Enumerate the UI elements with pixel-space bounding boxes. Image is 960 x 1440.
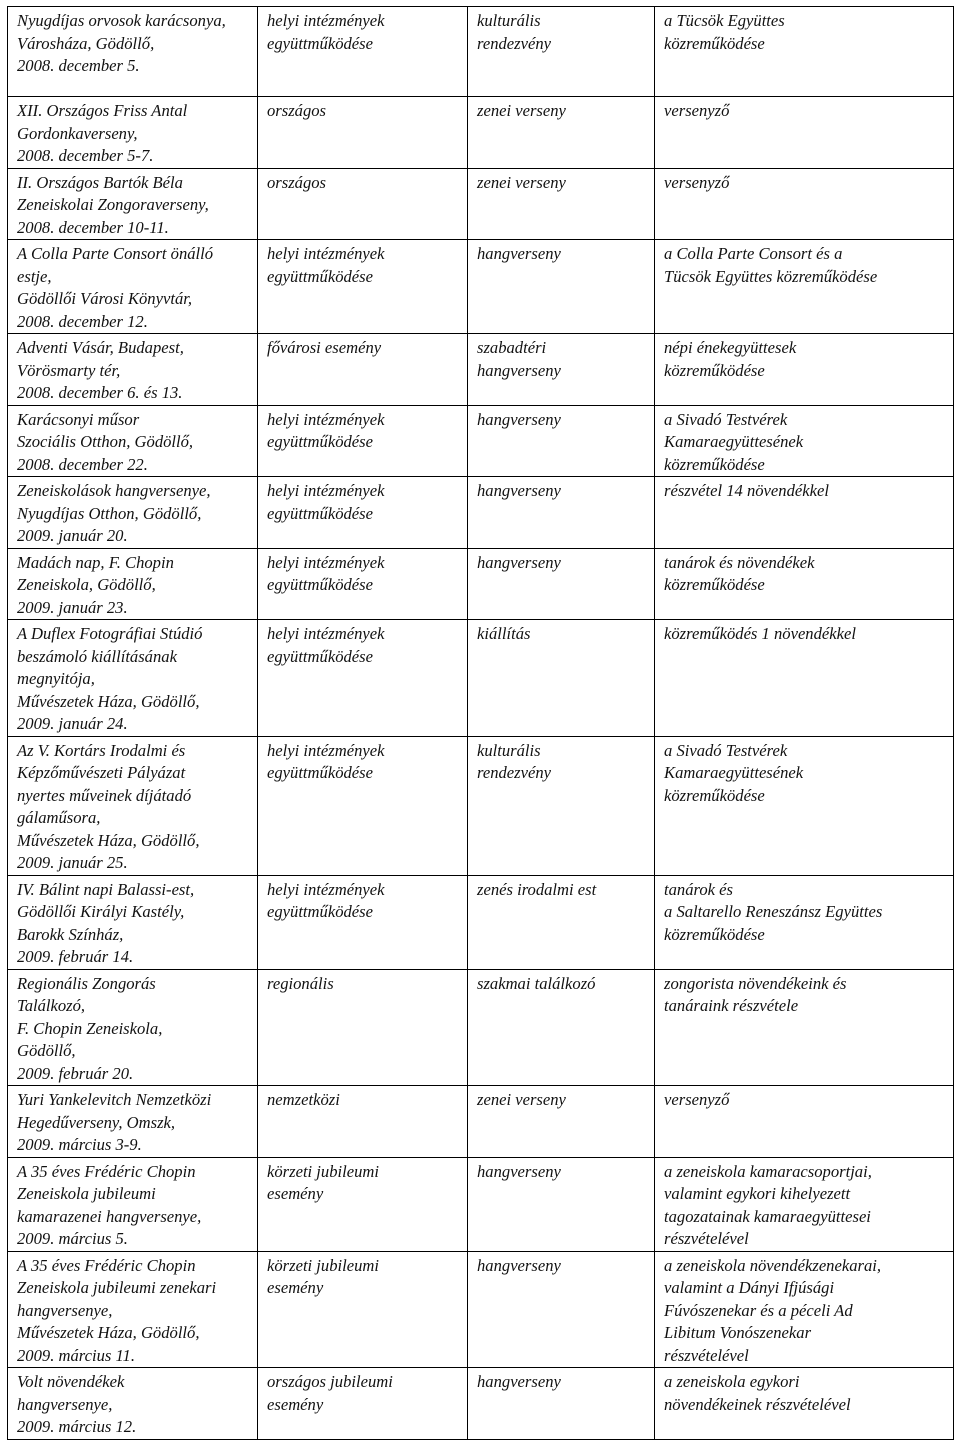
cell-text-line: esemény <box>267 1278 324 1297</box>
event-cell <box>8 875 258 969</box>
event-kind-cell <box>468 97 655 169</box>
participation-cell <box>655 7 954 97</box>
cell-text-line: részvételével <box>664 1345 749 1365</box>
cell-text-line: kulturális <box>477 11 541 30</box>
table-row <box>8 736 954 875</box>
cell-text-line: valamint a Dányi Ifjúsági <box>664 1278 835 1297</box>
cell-text-line: hangverseny <box>477 409 561 429</box>
cell-text-line: helyi intézmények <box>267 481 385 500</box>
cell-text-line: a Sivadó Testvérek <box>664 740 788 760</box>
cell-text-line: közreműködése <box>664 360 765 380</box>
event-scope-cell <box>258 97 468 169</box>
table-row <box>8 1157 954 1251</box>
cell-text-line: zenei verseny <box>477 101 566 120</box>
cell-text-line: Zeneiskolások hangversenye, <box>17 481 211 500</box>
cell-text-line: Madách nap, F. Chopin <box>17 552 174 572</box>
cell-text-line: hangverseny <box>477 481 561 500</box>
cell-text-line: zenei verseny <box>477 172 566 192</box>
event-scope-cell <box>258 969 468 1086</box>
cell-text-line: 2009. március 12. <box>17 1417 137 1436</box>
cell-text-line: a Saltarello Reneszánsz Együttes <box>664 902 883 921</box>
cell-text-line: 2009. január 25. <box>17 853 128 872</box>
cell-text-line: részvétel 14 növendékkel <box>664 481 829 500</box>
event-scope-cell <box>258 1086 468 1158</box>
cell-text-line: a zeneiskola növendékzenekarai, <box>664 1255 882 1275</box>
cell-text-line: Nyugdíjas orvosok karácsonya, <box>17 11 226 30</box>
cell-text-line: nyertes műveinek díjátadó <box>17 785 192 805</box>
cell-text-line: országos <box>267 101 327 120</box>
cell-text-line: A Duflex Fotográfiai Stúdió <box>17 624 203 643</box>
event-kind-cell <box>468 1157 655 1251</box>
event-scope-cell <box>258 736 468 875</box>
participation-cell <box>655 1157 954 1251</box>
event-scope-cell <box>258 620 468 737</box>
cell-text-line: A Colla Parte Consort önálló <box>17 244 214 263</box>
event-scope-cell <box>258 477 468 549</box>
cell-text-line: közreműködése <box>664 33 765 53</box>
cell-text-line: együttműködése <box>267 575 373 594</box>
cell-text-line: közreműködése <box>664 575 765 594</box>
event-kind-cell <box>468 1251 655 1368</box>
event-cell <box>8 1157 258 1251</box>
cell-text-line: részvételével <box>664 1229 749 1248</box>
cell-text-line: Kamaraegyüttesének <box>664 763 804 782</box>
cell-text-line: helyi intézmények <box>267 740 385 760</box>
cell-text-line: Vörösmarty tér, <box>17 360 121 380</box>
cell-text-line: 2009. március 5. <box>17 1229 128 1248</box>
participation-cell <box>655 168 954 240</box>
cell-text-line: Adventi Vásár, Budapest, <box>17 338 184 357</box>
cell-text-line: Nyugdíjas Otthon, Gödöllő, <box>17 503 202 523</box>
event-cell <box>8 1251 258 1368</box>
cell-text-line: Libitum Vonószenekar <box>664 1323 812 1342</box>
event-kind-cell <box>468 1368 655 1440</box>
cell-text-line: beszámoló kiállításának <box>17 646 177 666</box>
cell-text-line: országos <box>267 172 327 192</box>
cell-text-line: a zeneiskola kamaracsoportjai, <box>664 1161 872 1181</box>
cell-text-line: kulturális <box>477 740 541 760</box>
table-row <box>8 1086 954 1158</box>
cell-text-line: a Sivadó Testvérek <box>664 409 788 429</box>
cell-text-line: regionális <box>267 973 334 993</box>
cell-text-line: 2008. december 6. és 13. <box>17 383 183 402</box>
cell-text-line: rendezvény <box>477 33 552 53</box>
cell-text-line: Gödöllői Városi Könyvtár, <box>17 289 193 308</box>
cell-text-line: Regionális Zongorás <box>17 973 156 993</box>
table-row <box>8 168 954 240</box>
event-cell <box>8 548 258 620</box>
cell-text-line: együttműködése <box>267 33 373 53</box>
participation-cell <box>655 1251 954 1368</box>
cell-text-line: országos jubileumi <box>267 1372 393 1391</box>
cell-text-line: nemzetközi <box>267 1090 340 1109</box>
cell-text-line: hangverseny <box>477 1255 561 1275</box>
cell-text-line: kiállítás <box>477 624 531 643</box>
event-cell <box>8 240 258 334</box>
cell-text-line: A 35 éves Frédéric Chopin <box>17 1161 196 1181</box>
events-table <box>7 6 954 1440</box>
cell-text-line: Képzőművészeti Pályázat <box>17 763 186 782</box>
cell-text-line: együttműködése <box>267 902 373 921</box>
event-scope-cell <box>258 240 468 334</box>
cell-text-line: tagozatainak kamaraegyüttesei <box>664 1206 871 1226</box>
event-kind-cell <box>468 7 655 97</box>
cell-text-line: szabadtéri <box>477 338 547 357</box>
cell-text-line: a Tücsök Együttes <box>664 11 785 30</box>
cell-text-line: a Colla Parte Consort és a <box>664 244 843 263</box>
event-scope-cell <box>258 7 468 97</box>
cell-text-line: népi énekegyüttesek <box>664 338 797 357</box>
cell-text-line: helyi intézmények <box>267 244 385 263</box>
cell-text-line: Kamaraegyüttesének <box>664 432 804 451</box>
event-scope-cell <box>258 875 468 969</box>
cell-text-line: 2008. december 5-7. <box>17 146 154 165</box>
participation-cell <box>655 875 954 969</box>
cell-text-line: közreműködés 1 növendékkel <box>664 624 856 643</box>
event-scope-cell <box>258 548 468 620</box>
table-row <box>8 477 954 549</box>
events-table-body <box>8 7 954 1440</box>
event-kind-cell <box>468 736 655 875</box>
cell-text-line: versenyző <box>664 172 730 192</box>
cell-text-line: Városháza, Gödöllő, <box>17 33 155 53</box>
cell-text-line: Barokk Színház, <box>17 924 124 944</box>
event-cell <box>8 168 258 240</box>
event-scope-cell <box>258 334 468 406</box>
cell-text-line: Szociális Otthon, Gödöllő, <box>17 432 194 451</box>
cell-text-line: 2009. január 24. <box>17 714 128 733</box>
event-kind-cell <box>468 405 655 477</box>
event-cell <box>8 1086 258 1158</box>
cell-text-line: 2008. december 10-11. <box>17 217 169 237</box>
event-kind-cell <box>468 875 655 969</box>
cell-text-line: növendékeinek részvételével <box>664 1394 851 1414</box>
cell-text-line: együttműködése <box>267 646 373 666</box>
table-row <box>8 405 954 477</box>
cell-text-line: közreműködése <box>664 454 765 474</box>
cell-text-line: közreműködése <box>664 924 765 944</box>
cell-text-line: együttműködése <box>267 503 373 523</box>
cell-text-line: Művészetek Háza, Gödöllő, <box>17 830 200 850</box>
cell-text-line: 2009. március 11. <box>17 1345 135 1365</box>
cell-text-line: Zeneiskola, Gödöllő, <box>17 575 156 594</box>
event-kind-cell <box>468 620 655 737</box>
cell-text-line: helyi intézmények <box>267 11 385 30</box>
cell-text-line: 2009. március 3-9. <box>17 1135 142 1154</box>
event-cell <box>8 620 258 737</box>
event-cell <box>8 405 258 477</box>
table-row <box>8 969 954 1086</box>
event-kind-cell <box>468 969 655 1086</box>
cell-text-line: A 35 éves Frédéric Chopin <box>17 1255 196 1275</box>
cell-text-line: hangverseny <box>477 244 561 263</box>
participation-cell <box>655 736 954 875</box>
cell-text-line: Művészetek Háza, Gödöllő, <box>17 1323 200 1342</box>
cell-text-line: rendezvény <box>477 763 552 782</box>
cell-text-line: 2009. január 23. <box>17 597 128 617</box>
event-kind-cell <box>468 240 655 334</box>
cell-text-line: helyi intézmények <box>267 879 385 899</box>
table-row <box>8 1251 954 1368</box>
participation-cell <box>655 477 954 549</box>
cell-text-line: a zeneiskola egykori <box>664 1372 800 1391</box>
cell-text-line: esemény <box>267 1184 324 1203</box>
event-scope-cell <box>258 1157 468 1251</box>
cell-text-line: hangversenye, <box>17 1300 113 1320</box>
cell-text-line: valamint egykori kihelyezett <box>664 1184 851 1203</box>
cell-text-line: helyi intézmények <box>267 409 385 429</box>
cell-text-line: 2009. február 20. <box>17 1063 134 1083</box>
cell-text-line: Tücsök Együttes közreműködése <box>664 266 878 286</box>
event-scope-cell <box>258 405 468 477</box>
participation-cell <box>655 405 954 477</box>
cell-text-line: 2009. január 20. <box>17 526 128 545</box>
cell-text-line: együttműködése <box>267 763 373 782</box>
cell-text-line: zongorista növendékeink és <box>664 973 847 993</box>
cell-text-line: fővárosi esemény <box>267 338 382 357</box>
event-kind-cell <box>468 334 655 406</box>
event-kind-cell <box>468 168 655 240</box>
cell-text-line: hangverseny <box>477 360 561 380</box>
cell-text-line: Fúvószenekar és a péceli Ad <box>664 1300 853 1320</box>
cell-text-line: Művészetek Háza, Gödöllő, <box>17 691 200 711</box>
table-row <box>8 1368 954 1440</box>
cell-text-line: körzeti jubileumi <box>267 1255 379 1275</box>
event-scope-cell <box>258 168 468 240</box>
participation-cell <box>655 1368 954 1440</box>
event-scope-cell <box>258 1251 468 1368</box>
cell-text-line: szakmai találkozó <box>477 973 596 993</box>
event-kind-cell <box>468 548 655 620</box>
participation-cell <box>655 334 954 406</box>
participation-cell <box>655 240 954 334</box>
table-row <box>8 875 954 969</box>
participation-cell <box>655 97 954 169</box>
event-kind-cell <box>468 477 655 549</box>
event-kind-cell <box>468 1086 655 1158</box>
participation-cell <box>655 969 954 1086</box>
cell-text-line: Az V. Kortárs Irodalmi és <box>17 740 186 760</box>
cell-text-line: hangversenye, <box>17 1394 113 1414</box>
event-scope-cell <box>258 1368 468 1440</box>
cell-text-line: 2008. december 22. <box>17 454 148 474</box>
cell-text-line: F. Chopin Zeneiskola, <box>17 1018 163 1038</box>
cell-text-line: helyi intézmények <box>267 624 385 643</box>
cell-text-line: 2008. december 5. <box>17 56 140 75</box>
table-row <box>8 548 954 620</box>
table-row <box>8 97 954 169</box>
cell-text-line: esemény <box>267 1394 324 1414</box>
cell-text-line: gálaműsora, <box>17 808 101 827</box>
table-row <box>8 334 954 406</box>
cell-text-line: Zeneiskolai Zongoraverseny, <box>17 195 209 214</box>
cell-text-line: helyi intézmények <box>267 552 385 572</box>
cell-text-line: zenés irodalmi est <box>477 879 597 899</box>
cell-text-line: együttműködése <box>267 266 373 286</box>
participation-cell <box>655 1086 954 1158</box>
cell-text-line: hangverseny <box>477 552 561 572</box>
cell-text-line: estje, <box>17 266 52 286</box>
table-row <box>8 240 954 334</box>
cell-text-line: hangverseny <box>477 1372 561 1391</box>
cell-text-line: tanárok és <box>664 879 733 899</box>
cell-text-line: versenyző <box>664 1090 730 1109</box>
participation-cell <box>655 548 954 620</box>
event-cell <box>8 334 258 406</box>
cell-text-line: II. Országos Bartók Béla <box>17 172 183 192</box>
event-cell <box>8 477 258 549</box>
cell-text-line: megnyitója, <box>17 669 95 688</box>
cell-text-line: Találkozó, <box>17 996 86 1015</box>
cell-text-line: együttműködése <box>267 432 373 451</box>
cell-text-line: zenei verseny <box>477 1090 566 1109</box>
cell-text-line: Gordonkaverseny, <box>17 123 138 143</box>
cell-text-line: Hegedűverseny, Omszk, <box>17 1112 176 1132</box>
event-cell <box>8 97 258 169</box>
cell-text-line: Volt növendékek <box>17 1372 125 1391</box>
cell-text-line: Zeneiskola jubileumi zenekari <box>17 1278 217 1297</box>
cell-text-line: közreműködése <box>664 785 765 805</box>
cell-text-line: Karácsonyi műsor <box>17 409 140 429</box>
cell-text-line: Gödöllői Királyi Kastély, <box>17 902 185 921</box>
table-row <box>8 620 954 737</box>
cell-text-line: tanárok és növendékek <box>664 552 815 572</box>
event-cell <box>8 1368 258 1440</box>
cell-text-line: körzeti jubileumi <box>267 1161 379 1181</box>
cell-text-line: kamarazenei hangversenye, <box>17 1206 202 1226</box>
cell-text-line: IV. Bálint napi Balassi-est, <box>17 879 195 899</box>
event-cell <box>8 969 258 1086</box>
event-cell <box>8 7 258 97</box>
cell-text-line: Gödöllő, <box>17 1041 76 1060</box>
cell-text-line: Zeneiskola jubileumi <box>17 1184 156 1203</box>
cell-text-line: versenyző <box>664 101 730 120</box>
cell-text-line: 2008. december 12. <box>17 311 148 331</box>
event-cell <box>8 736 258 875</box>
cell-text-line: Yuri Yankelevitch Nemzetközi <box>17 1090 212 1109</box>
cell-text-line: tanáraink részvétele <box>664 996 799 1015</box>
cell-text-line: 2009. február 14. <box>17 947 134 966</box>
table-row <box>8 7 954 97</box>
cell-text-line: hangverseny <box>477 1161 561 1181</box>
cell-text-line: XII. Országos Friss Antal <box>17 101 188 120</box>
participation-cell <box>655 620 954 737</box>
